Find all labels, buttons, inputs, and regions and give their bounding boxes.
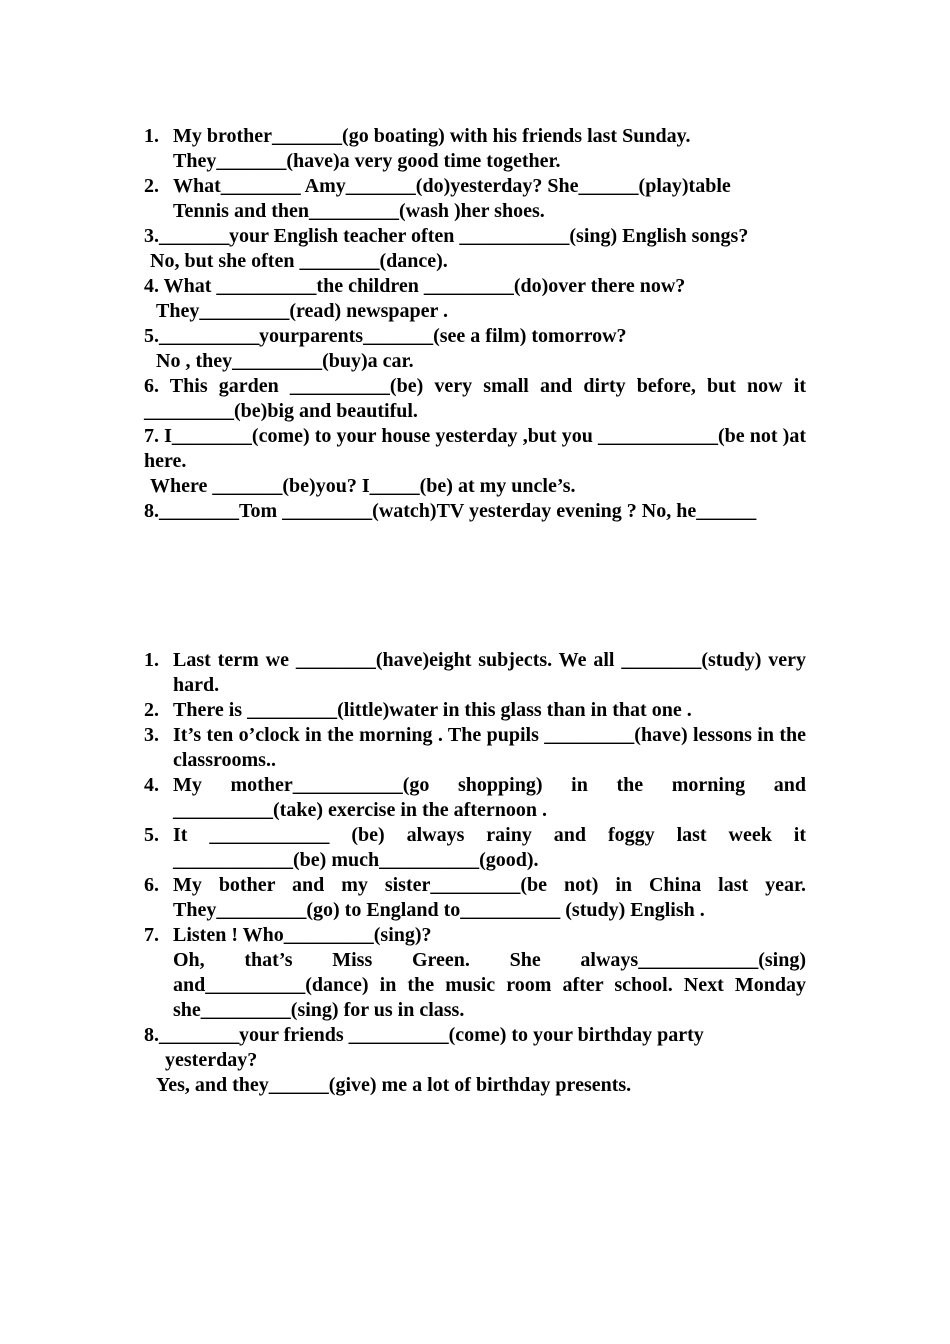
question-number: 1. [144, 125, 159, 147]
question-2 [144, 698, 806, 723]
question-5-answer: No , they_________(buy)a car. [156, 350, 414, 372]
question-3: 3._______your English teacher often ___________(sing) English songs? [144, 225, 749, 247]
question-8-cont: yesterday? [165, 1049, 258, 1071]
question-6: 6. This garden __________(be) very small and dirty before, but now it _________(be)big and beautiful. [144, 375, 806, 422]
question-number: 1. [144, 649, 159, 671]
question-number: 2. [144, 175, 159, 197]
question-2 [144, 174, 806, 224]
question-text: Last term we ________(have)eight subjects. We all ________(study) very hard. [173, 649, 806, 696]
question-8: 8.________your friends __________(come) to your birthday party [144, 1024, 704, 1046]
worksheet-page [144, 124, 806, 1098]
question-7: 7. I________(come) to your house yesterday ,but you ____________(be not )at here. [144, 425, 806, 472]
question-number: 3. [144, 724, 159, 746]
question-text: Oh, that’s Miss Green. She always____________(sing) and__________(dance) in the music room after school. Next Monday she_________(sing) for us in class. [173, 949, 806, 1021]
question-text: There is _________(little)water in this glass than in that one . [173, 699, 692, 721]
question-text: My brother_______(go boating) with his friends last Sunday. [173, 125, 691, 147]
question-3 [144, 723, 806, 773]
question-text: Listen ! Who_________(sing)? [173, 924, 432, 946]
question-4 [144, 773, 806, 823]
question-7-answer: Where _______(be)you? I_____(be) at my uncle’s. [150, 475, 576, 497]
question-text: My bother and my sister_________(be not) in China last year. They_________(go) to England to__________ (study) English . [173, 874, 806, 921]
question-8-answer: Yes, and they______(give) me a lot of birthday presents. [156, 1074, 632, 1096]
question-1 [144, 124, 806, 174]
question-4: 4. What __________the children _________(do)over there now? [144, 275, 686, 297]
question-6 [144, 873, 806, 923]
question-text: It’s ten o’clock in the morning . The pupils _________(have) lessons in the classrooms.. [173, 724, 806, 771]
question-5 [144, 823, 806, 873]
question-text: My mother___________(go shopping) in the morning and __________(take) exercise in the afternoon . [173, 774, 806, 821]
question-text: It ____________ (be) always rainy and foggy last week it ____________(be) much__________(good). [173, 824, 806, 871]
question-8: 8.________Tom _________(watch)TV yesterday evening ? No, he______ [144, 500, 757, 522]
question-text: Tennis and then_________(wash )her shoes. [173, 200, 545, 222]
exercise-section-2 [144, 648, 806, 1098]
question-number: 6. [144, 874, 159, 896]
question-4-answer: They_________(read) newspaper . [156, 300, 449, 322]
question-number: 4. [144, 774, 159, 796]
section-gap [144, 524, 806, 648]
question-text: They_______(have)a very good time together. [173, 150, 561, 172]
question-1 [144, 648, 806, 698]
question-text: What________ Amy_______(do)yesterday? She______(play)table [173, 175, 731, 197]
question-3-answer: No, but she often ________(dance). [150, 250, 448, 272]
question-7 [144, 923, 806, 1023]
exercise-section-1 [144, 124, 806, 524]
question-number: 5. [144, 824, 159, 846]
question-number: 2. [144, 699, 159, 721]
question-5: 5.__________yourparents_______(see a film) tomorrow? [144, 325, 627, 347]
question-number: 7. [144, 924, 159, 946]
